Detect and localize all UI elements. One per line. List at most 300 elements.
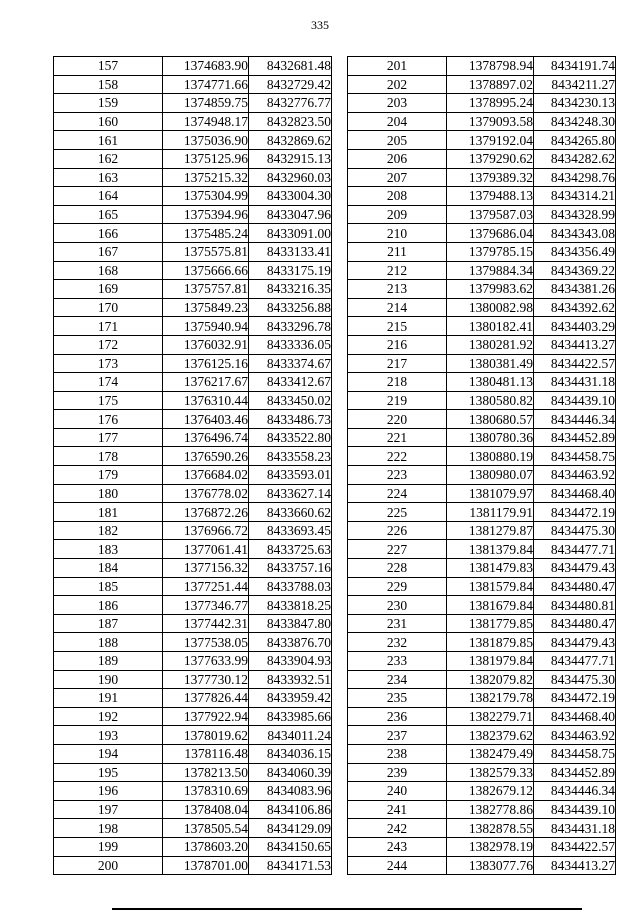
y-coordinate-cell: 8433256.88	[249, 298, 332, 317]
y-coordinate-cell: 8432823.50	[249, 112, 332, 131]
x-coordinate-cell: 1375036.90	[163, 131, 249, 150]
point-number-cell: 177	[54, 428, 163, 447]
x-coordinate-cell: 1376032.91	[163, 335, 249, 354]
point-number-cell: 168	[54, 261, 163, 280]
table-row	[54, 596, 332, 615]
table-row	[348, 837, 616, 856]
x-coordinate-cell: 1375575.81	[163, 242, 249, 261]
table-row	[54, 354, 332, 373]
point-number-cell: 234	[348, 670, 447, 689]
table-row	[348, 819, 616, 838]
table-row	[54, 577, 332, 596]
y-coordinate-cell: 8433593.01	[249, 466, 332, 485]
y-coordinate-cell: 8434463.92	[534, 726, 616, 745]
y-coordinate-cell: 8434129.09	[249, 819, 332, 838]
point-number-cell: 199	[54, 837, 163, 856]
table-row	[54, 559, 332, 578]
table-row	[54, 540, 332, 559]
table-row	[54, 782, 332, 801]
y-coordinate-cell: 8432776.77	[249, 94, 332, 113]
table-row	[348, 75, 616, 94]
x-coordinate-cell: 1376684.02	[163, 466, 249, 485]
x-coordinate-cell: 1377061.41	[163, 540, 249, 559]
table-row	[54, 652, 332, 671]
x-coordinate-cell: 1378603.20	[163, 837, 249, 856]
y-coordinate-cell: 8432960.03	[249, 168, 332, 187]
x-coordinate-cell: 1382778.86	[447, 800, 534, 819]
y-coordinate-cell: 8434439.10	[534, 391, 616, 410]
x-coordinate-cell: 1382279.71	[447, 707, 534, 726]
point-number-cell: 225	[348, 503, 447, 522]
table-row	[54, 224, 332, 243]
x-coordinate-cell: 1378310.69	[163, 782, 249, 801]
point-number-cell: 171	[54, 317, 163, 336]
table-row	[54, 335, 332, 354]
x-coordinate-cell: 1379093.58	[447, 112, 534, 131]
y-coordinate-cell: 8432729.42	[249, 75, 332, 94]
y-coordinate-cell: 8434477.71	[534, 540, 616, 559]
point-number-cell: 213	[348, 280, 447, 299]
y-coordinate-cell: 8434439.10	[534, 800, 616, 819]
page-number: 335	[311, 18, 329, 32]
point-number-cell: 230	[348, 596, 447, 615]
table-row	[54, 521, 332, 540]
y-coordinate-cell: 8434392.62	[534, 298, 616, 317]
y-coordinate-cell: 8433374.67	[249, 354, 332, 373]
x-coordinate-cell: 1379389.32	[447, 168, 534, 187]
y-coordinate-cell: 8433216.35	[249, 280, 332, 299]
table-row	[54, 633, 332, 652]
table-row	[348, 559, 616, 578]
point-number-cell: 169	[54, 280, 163, 299]
x-coordinate-cell: 1378505.54	[163, 819, 249, 838]
point-number-cell: 187	[54, 614, 163, 633]
point-number-cell: 223	[348, 466, 447, 485]
y-coordinate-cell: 8434356.49	[534, 242, 616, 261]
x-coordinate-cell: 1379884.34	[447, 261, 534, 280]
y-coordinate-cell: 8433985.66	[249, 707, 332, 726]
y-coordinate-cell: 8434480.81	[534, 596, 616, 615]
y-coordinate-cell: 8432869.62	[249, 131, 332, 150]
coordinates-table-right	[347, 56, 616, 875]
table-row	[348, 242, 616, 261]
table-row	[348, 670, 616, 689]
x-coordinate-cell: 1381679.84	[447, 596, 534, 615]
point-number-cell: 228	[348, 559, 447, 578]
point-number-cell: 167	[54, 242, 163, 261]
y-coordinate-cell: 8432915.13	[249, 149, 332, 168]
table-row	[348, 149, 616, 168]
table-row	[348, 633, 616, 652]
y-coordinate-cell: 8434468.40	[534, 707, 616, 726]
y-coordinate-cell: 8434230.13	[534, 94, 616, 113]
x-coordinate-cell: 1377442.31	[163, 614, 249, 633]
point-number-cell: 190	[54, 670, 163, 689]
point-number-cell: 174	[54, 373, 163, 392]
point-number-cell: 189	[54, 652, 163, 671]
x-coordinate-cell: 1375666.66	[163, 261, 249, 280]
table-row	[54, 670, 332, 689]
y-coordinate-cell: 8434248.30	[534, 112, 616, 131]
table-row	[54, 187, 332, 206]
table-row	[348, 521, 616, 540]
x-coordinate-cell: 1376496.74	[163, 428, 249, 447]
y-coordinate-cell: 8434463.92	[534, 466, 616, 485]
table-row	[54, 410, 332, 429]
y-coordinate-cell: 8434403.29	[534, 317, 616, 336]
y-coordinate-cell: 8434413.27	[534, 335, 616, 354]
table-row	[348, 596, 616, 615]
y-coordinate-cell: 8434472.19	[534, 689, 616, 708]
x-coordinate-cell: 1376217.67	[163, 373, 249, 392]
table-row	[54, 205, 332, 224]
table-row	[348, 800, 616, 819]
x-coordinate-cell: 1380580.82	[447, 391, 534, 410]
point-number-cell: 197	[54, 800, 163, 819]
x-coordinate-cell: 1378213.50	[163, 763, 249, 782]
x-coordinate-cell: 1379983.62	[447, 280, 534, 299]
table-row	[348, 94, 616, 113]
point-number-cell: 162	[54, 149, 163, 168]
y-coordinate-cell: 8433725.63	[249, 540, 332, 559]
y-coordinate-cell: 8433336.05	[249, 335, 332, 354]
point-number-cell: 220	[348, 410, 447, 429]
y-coordinate-cell: 8433412.67	[249, 373, 332, 392]
y-coordinate-cell: 8433175.19	[249, 261, 332, 280]
table-row	[348, 744, 616, 763]
x-coordinate-cell: 1381579.84	[447, 577, 534, 596]
table-row	[54, 689, 332, 708]
table-row	[348, 428, 616, 447]
x-coordinate-cell: 1381979.84	[447, 652, 534, 671]
x-coordinate-cell: 1377346.77	[163, 596, 249, 615]
x-coordinate-cell: 1374771.66	[163, 75, 249, 94]
table-row	[54, 856, 332, 875]
y-coordinate-cell: 8434422.57	[534, 837, 616, 856]
point-number-cell: 200	[54, 856, 163, 875]
x-coordinate-cell: 1379785.15	[447, 242, 534, 261]
x-coordinate-cell: 1375394.96	[163, 205, 249, 224]
x-coordinate-cell: 1380880.19	[447, 447, 534, 466]
point-number-cell: 175	[54, 391, 163, 410]
y-coordinate-cell: 8434413.27	[534, 856, 616, 875]
x-coordinate-cell: 1378408.04	[163, 800, 249, 819]
x-coordinate-cell: 1382179.78	[447, 689, 534, 708]
table-row	[54, 57, 332, 76]
y-coordinate-cell: 8433660.62	[249, 503, 332, 522]
point-number-cell: 183	[54, 540, 163, 559]
point-number-cell: 163	[54, 168, 163, 187]
x-coordinate-cell: 1378701.00	[163, 856, 249, 875]
table-row	[54, 75, 332, 94]
x-coordinate-cell: 1381179.91	[447, 503, 534, 522]
table-row	[54, 837, 332, 856]
y-coordinate-cell: 8434452.89	[534, 428, 616, 447]
y-coordinate-cell: 8434431.18	[534, 373, 616, 392]
point-number-cell: 238	[348, 744, 447, 763]
point-number-cell: 226	[348, 521, 447, 540]
table-row	[54, 428, 332, 447]
table-row	[348, 317, 616, 336]
table-row	[348, 391, 616, 410]
point-number-cell: 235	[348, 689, 447, 708]
table-row	[348, 484, 616, 503]
point-number-cell: 219	[348, 391, 447, 410]
x-coordinate-cell: 1381379.84	[447, 540, 534, 559]
x-coordinate-cell: 1382479.49	[447, 744, 534, 763]
point-number-cell: 208	[348, 187, 447, 206]
table-row	[54, 280, 332, 299]
y-coordinate-cell: 8433450.02	[249, 391, 332, 410]
point-number-cell: 184	[54, 559, 163, 578]
x-coordinate-cell: 1382679.12	[447, 782, 534, 801]
x-coordinate-cell: 1382079.82	[447, 670, 534, 689]
x-coordinate-cell: 1376403.46	[163, 410, 249, 429]
y-coordinate-cell: 8434475.30	[534, 670, 616, 689]
point-number-cell: 216	[348, 335, 447, 354]
x-coordinate-cell: 1377730.12	[163, 670, 249, 689]
point-number-cell: 178	[54, 447, 163, 466]
point-number-cell: 232	[348, 633, 447, 652]
y-coordinate-cell: 8433558.23	[249, 447, 332, 466]
x-coordinate-cell: 1375757.81	[163, 280, 249, 299]
point-number-cell: 212	[348, 261, 447, 280]
x-coordinate-cell: 1380381.49	[447, 354, 534, 373]
x-coordinate-cell: 1379488.13	[447, 187, 534, 206]
point-number-cell: 227	[348, 540, 447, 559]
point-number-cell: 172	[54, 335, 163, 354]
x-coordinate-cell: 1379290.62	[447, 149, 534, 168]
y-coordinate-cell: 8434060.39	[249, 763, 332, 782]
point-number-cell: 193	[54, 726, 163, 745]
point-number-cell: 243	[348, 837, 447, 856]
point-number-cell: 195	[54, 763, 163, 782]
y-coordinate-cell: 8433818.25	[249, 596, 332, 615]
x-coordinate-cell: 1377633.99	[163, 652, 249, 671]
x-coordinate-cell: 1381079.97	[447, 484, 534, 503]
y-coordinate-cell: 8434480.47	[534, 614, 616, 633]
point-number-cell: 170	[54, 298, 163, 317]
x-coordinate-cell: 1378995.24	[447, 94, 534, 113]
y-coordinate-cell: 8433091.00	[249, 224, 332, 243]
x-coordinate-cell: 1375125.96	[163, 149, 249, 168]
table-row	[348, 726, 616, 745]
y-coordinate-cell: 8434479.43	[534, 633, 616, 652]
y-coordinate-cell: 8433627.14	[249, 484, 332, 503]
point-number-cell: 224	[348, 484, 447, 503]
x-coordinate-cell: 1374948.17	[163, 112, 249, 131]
x-coordinate-cell: 1381479.83	[447, 559, 534, 578]
point-number-cell: 240	[348, 782, 447, 801]
table-row	[54, 261, 332, 280]
table-row	[54, 298, 332, 317]
y-coordinate-cell: 8434314.21	[534, 187, 616, 206]
point-number-cell: 206	[348, 149, 447, 168]
x-coordinate-cell: 1378116.48	[163, 744, 249, 763]
y-coordinate-cell: 8434458.75	[534, 447, 616, 466]
point-number-cell: 233	[348, 652, 447, 671]
point-number-cell: 222	[348, 447, 447, 466]
y-coordinate-cell: 8434369.22	[534, 261, 616, 280]
x-coordinate-cell: 1378897.02	[447, 75, 534, 94]
y-coordinate-cell: 8434265.80	[534, 131, 616, 150]
table-row	[54, 391, 332, 410]
point-number-cell: 211	[348, 242, 447, 261]
point-number-cell: 164	[54, 187, 163, 206]
point-number-cell: 214	[348, 298, 447, 317]
table-row	[348, 652, 616, 671]
point-number-cell: 204	[348, 112, 447, 131]
y-coordinate-cell: 8434011.24	[249, 726, 332, 745]
x-coordinate-cell: 1377156.32	[163, 559, 249, 578]
point-number-cell: 181	[54, 503, 163, 522]
y-coordinate-cell: 8434083.96	[249, 782, 332, 801]
y-coordinate-cell: 8433522.80	[249, 428, 332, 447]
y-coordinate-cell: 8434477.71	[534, 652, 616, 671]
table-row	[348, 373, 616, 392]
y-coordinate-cell: 8434446.34	[534, 782, 616, 801]
table-row	[54, 131, 332, 150]
table-row	[348, 335, 616, 354]
x-coordinate-cell: 1380680.57	[447, 410, 534, 429]
y-coordinate-cell: 8432681.48	[249, 57, 332, 76]
point-number-cell: 221	[348, 428, 447, 447]
x-coordinate-cell: 1376966.72	[163, 521, 249, 540]
point-number-cell: 231	[348, 614, 447, 633]
table-row	[54, 819, 332, 838]
table-row	[54, 373, 332, 392]
x-coordinate-cell: 1375485.24	[163, 224, 249, 243]
table-row	[54, 614, 332, 633]
point-number-cell: 239	[348, 763, 447, 782]
y-coordinate-cell: 8433932.51	[249, 670, 332, 689]
point-number-cell: 236	[348, 707, 447, 726]
point-number-cell: 210	[348, 224, 447, 243]
y-coordinate-cell: 8434475.30	[534, 521, 616, 540]
x-coordinate-cell: 1374859.75	[163, 94, 249, 113]
y-coordinate-cell: 8434458.75	[534, 744, 616, 763]
y-coordinate-cell: 8434468.40	[534, 484, 616, 503]
x-coordinate-cell: 1380082.98	[447, 298, 534, 317]
point-number-cell: 185	[54, 577, 163, 596]
table-row	[54, 242, 332, 261]
bottom-rule	[112, 908, 582, 910]
table-row	[348, 280, 616, 299]
table-row	[54, 466, 332, 485]
table-row	[348, 503, 616, 522]
x-coordinate-cell: 1376590.26	[163, 447, 249, 466]
x-coordinate-cell: 1379192.04	[447, 131, 534, 150]
y-coordinate-cell: 8434472.19	[534, 503, 616, 522]
point-number-cell: 159	[54, 94, 163, 113]
point-number-cell: 180	[54, 484, 163, 503]
x-coordinate-cell: 1382878.55	[447, 819, 534, 838]
point-number-cell: 217	[348, 354, 447, 373]
point-number-cell: 241	[348, 800, 447, 819]
point-number-cell: 244	[348, 856, 447, 875]
point-number-cell: 209	[348, 205, 447, 224]
table-row	[54, 168, 332, 187]
point-number-cell: 176	[54, 410, 163, 429]
y-coordinate-cell: 8434282.62	[534, 149, 616, 168]
x-coordinate-cell: 1377826.44	[163, 689, 249, 708]
y-coordinate-cell: 8433047.96	[249, 205, 332, 224]
x-coordinate-cell: 1378798.94	[447, 57, 534, 76]
y-coordinate-cell: 8434381.26	[534, 280, 616, 299]
point-number-cell: 158	[54, 75, 163, 94]
x-coordinate-cell: 1380281.92	[447, 335, 534, 354]
point-number-cell: 203	[348, 94, 447, 113]
y-coordinate-cell: 8434446.34	[534, 410, 616, 429]
y-coordinate-cell: 8434343.08	[534, 224, 616, 243]
point-number-cell: 237	[348, 726, 447, 745]
x-coordinate-cell: 1375940.94	[163, 317, 249, 336]
x-coordinate-cell: 1376872.26	[163, 503, 249, 522]
y-coordinate-cell: 8433757.16	[249, 559, 332, 578]
point-number-cell: 242	[348, 819, 447, 838]
y-coordinate-cell: 8433847.80	[249, 614, 332, 633]
y-coordinate-cell: 8433486.73	[249, 410, 332, 429]
y-coordinate-cell: 8434422.57	[534, 354, 616, 373]
point-number-cell: 188	[54, 633, 163, 652]
y-coordinate-cell: 8433693.45	[249, 521, 332, 540]
table-row	[54, 800, 332, 819]
x-coordinate-cell: 1379587.03	[447, 205, 534, 224]
x-coordinate-cell: 1380780.36	[447, 428, 534, 447]
x-coordinate-cell: 1383077.76	[447, 856, 534, 875]
table-row	[348, 466, 616, 485]
y-coordinate-cell: 8433133.41	[249, 242, 332, 261]
point-number-cell: 198	[54, 819, 163, 838]
y-coordinate-cell: 8434479.43	[534, 559, 616, 578]
x-coordinate-cell: 1375215.32	[163, 168, 249, 187]
point-number-cell: 173	[54, 354, 163, 373]
x-coordinate-cell: 1378019.62	[163, 726, 249, 745]
point-number-cell: 186	[54, 596, 163, 615]
table-row	[348, 57, 616, 76]
point-number-cell: 196	[54, 782, 163, 801]
y-coordinate-cell: 8434036.15	[249, 744, 332, 763]
x-coordinate-cell: 1381779.85	[447, 614, 534, 633]
point-number-cell: 202	[348, 75, 447, 94]
x-coordinate-cell: 1380980.07	[447, 466, 534, 485]
y-coordinate-cell: 8434150.65	[249, 837, 332, 856]
table-row	[348, 707, 616, 726]
table-row	[348, 354, 616, 373]
y-coordinate-cell: 8433876.70	[249, 633, 332, 652]
x-coordinate-cell: 1382579.33	[447, 763, 534, 782]
x-coordinate-cell: 1380481.13	[447, 373, 534, 392]
x-coordinate-cell: 1380182.41	[447, 317, 534, 336]
x-coordinate-cell: 1379686.04	[447, 224, 534, 243]
x-coordinate-cell: 1377251.44	[163, 577, 249, 596]
x-coordinate-cell: 1375304.99	[163, 187, 249, 206]
table-row	[54, 149, 332, 168]
point-number-cell: 191	[54, 689, 163, 708]
point-number-cell: 192	[54, 707, 163, 726]
point-number-cell: 179	[54, 466, 163, 485]
y-coordinate-cell: 8433788.03	[249, 577, 332, 596]
table-row	[54, 763, 332, 782]
point-number-cell: 157	[54, 57, 163, 76]
table-row	[54, 707, 332, 726]
table-row	[54, 112, 332, 131]
table-row	[54, 726, 332, 745]
point-number-cell: 207	[348, 168, 447, 187]
table-row	[348, 410, 616, 429]
coordinates-table-left	[53, 56, 332, 875]
x-coordinate-cell: 1375849.23	[163, 298, 249, 317]
